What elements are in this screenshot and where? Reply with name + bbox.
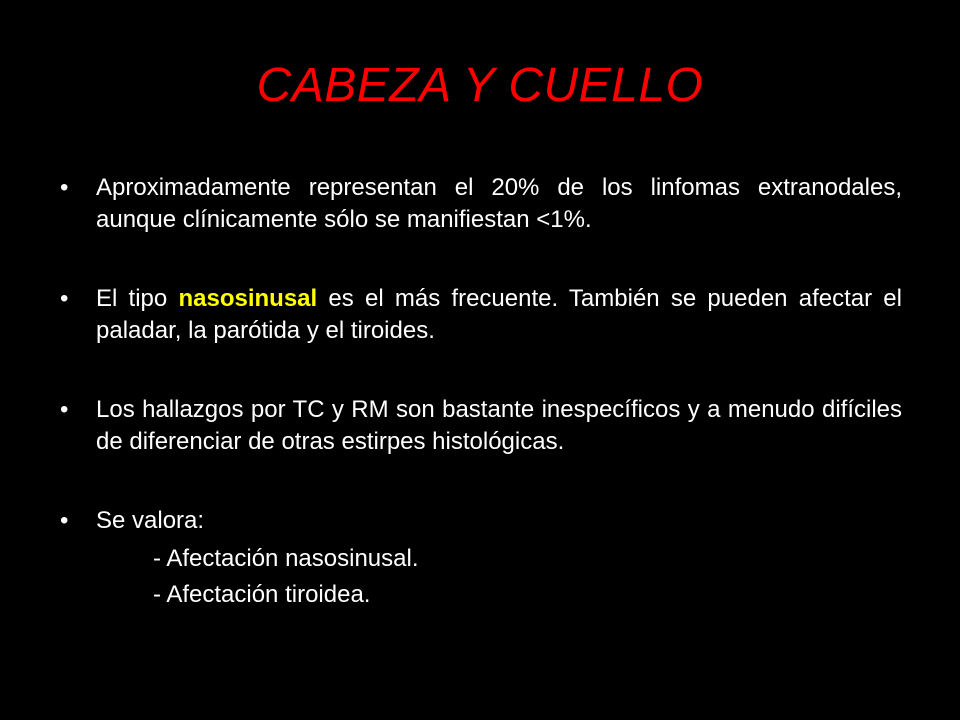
bullet-text-after: es el más frecuente. También se pueden afectar el paladar, la parótida y el tiroides.	[96, 285, 902, 344]
bullet-item	[58, 283, 902, 347]
slide-title: CABEZA Y CUELLO	[256, 59, 704, 112]
bullet-text: Aproximadamente representan el 20% de los linfomas extranodales, aunque clínicamente sólo se manifiestan <1%.	[96, 174, 902, 233]
sub-item: - Afectación tiroidea.	[153, 581, 371, 608]
bullet-symbol: •	[60, 174, 69, 201]
bullet-text	[96, 283, 902, 347]
bullet-text-before: El tipo	[96, 285, 179, 312]
bullet-item	[58, 394, 902, 458]
sub-item: - Afectación nasosinusal.	[153, 545, 419, 572]
bullet-symbol: •	[60, 507, 69, 534]
bullet-symbol: •	[60, 396, 69, 423]
highlighted-term: nasosinusal	[178, 285, 318, 312]
bullet-text: Se valora:	[96, 507, 205, 534]
sub-item-list	[153, 541, 902, 613]
bullet-text: Los hallazgos por TC y RM son bastante inespecíficos y a menudo difíciles de diferenciar de otras estirpes histológicas.	[96, 396, 902, 455]
bullet-list	[58, 172, 902, 613]
bullet-item	[58, 172, 902, 236]
bullet-symbol: •	[60, 285, 69, 312]
bullet-item	[58, 505, 902, 537]
